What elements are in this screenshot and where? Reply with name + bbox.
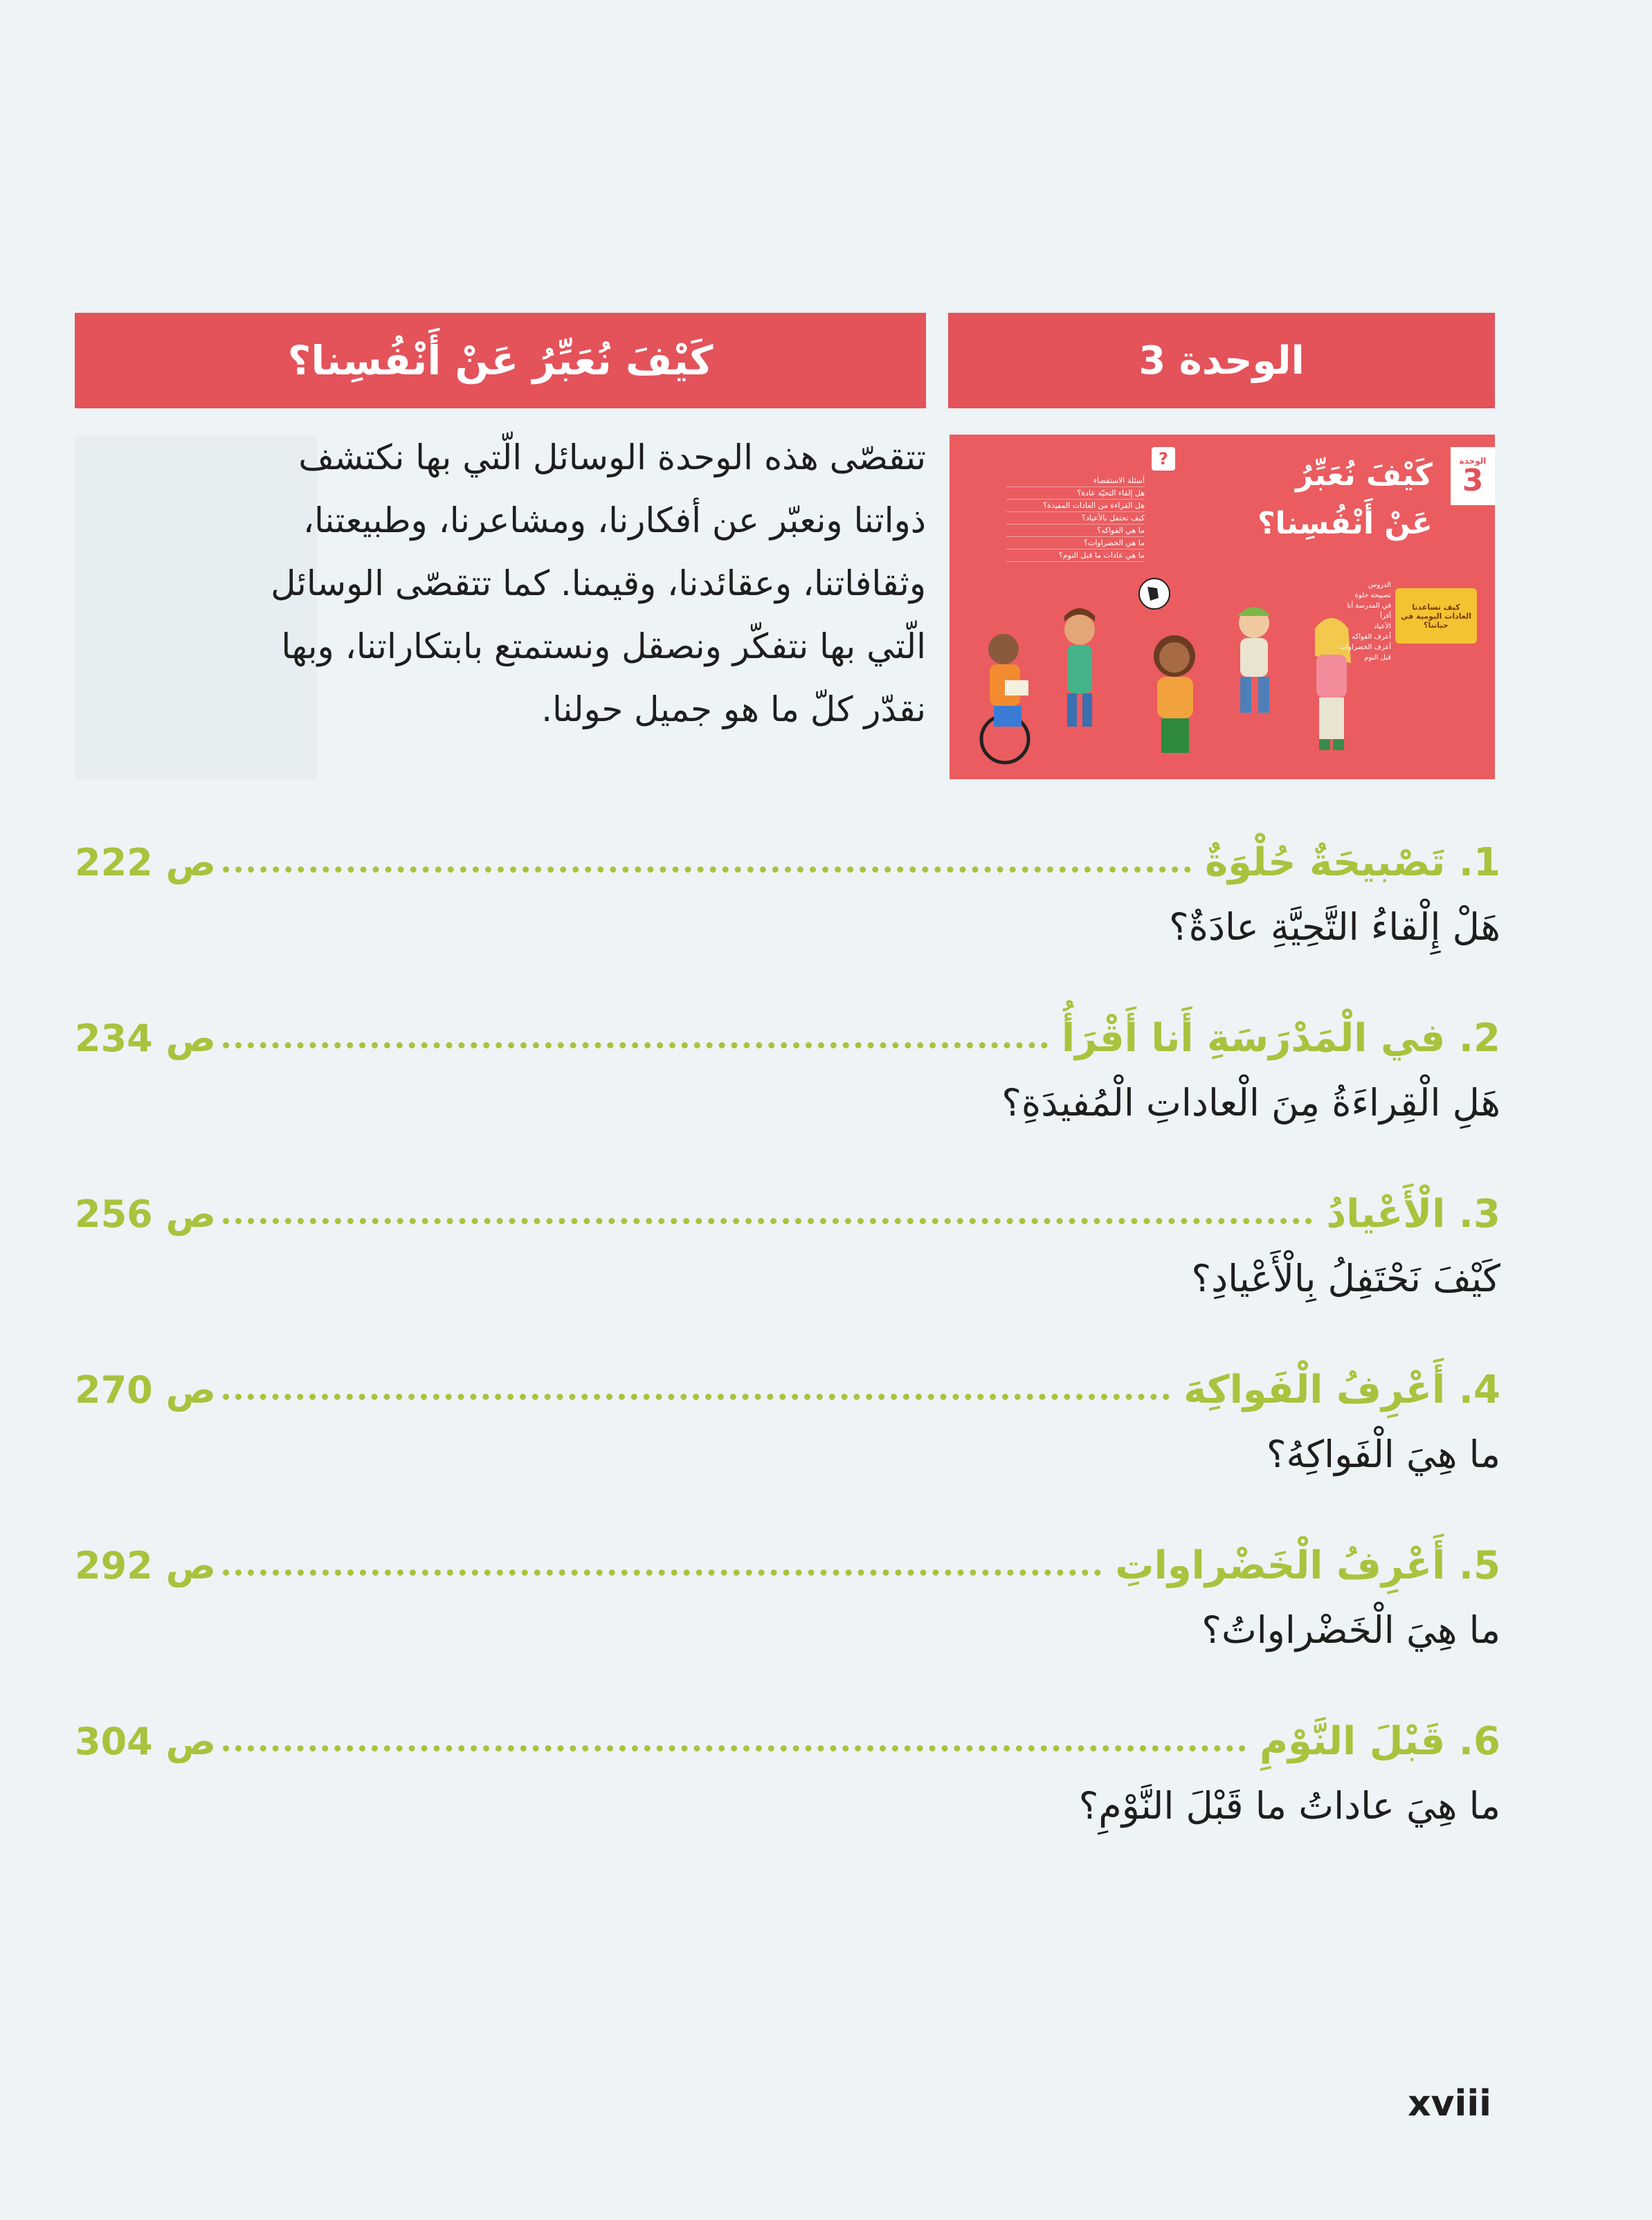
cover-list-item: ما هي الفواكه؟: [1006, 525, 1145, 537]
intro-line: نقدّر كلّ ما هو جميل حولنا.: [541, 689, 926, 729]
entry-title-row: [75, 1707, 1500, 1776]
cover-side-item: في المدرسة أنا أقرأ: [1347, 602, 1391, 620]
entry-title-row: [75, 1355, 1500, 1424]
intro-line: ذواتنا ونعبّر عن أفكارنا، ومشاعرنا، وطبيعتنا،: [302, 500, 926, 540]
entry-title: 2. في الْمَدْرَسَةِ أَنا أَقْرَأُ: [1061, 1015, 1500, 1061]
cover-side-item: الأعياد: [1374, 623, 1391, 630]
entry-title-row: [75, 828, 1500, 897]
entry-title: 5. أَعْرِفُ الْخَضْراواتِ: [1115, 1543, 1500, 1588]
dot-leader: [223, 1042, 1048, 1048]
unit-number-box: [1451, 447, 1495, 505]
entry-page-ref: ص 234: [75, 1016, 217, 1060]
dot-leader: [223, 1570, 1101, 1576]
question-badge-icon: ?: [1152, 447, 1175, 471]
entry-question: ما هِيَ عاداتُ ما قَبْلَ النَّوْمِ؟: [1078, 1784, 1500, 1828]
intro-line: وثقافاتنا، وعقائدنا، وقيمنا. كما تتقصّى الوسائل: [271, 563, 926, 603]
dot-leader: [223, 866, 1191, 873]
cover-side-item: أعرف الخضراوات: [1339, 644, 1391, 651]
cover-title-line: كَيْفَ نُعَبِّرُ: [1296, 457, 1433, 493]
contents-entry[interactable]: [75, 1707, 1500, 1828]
cover-title: [1258, 451, 1433, 548]
unit-number: 3: [1462, 463, 1484, 498]
cover-inquiry-list: [1006, 475, 1145, 562]
dot-leader: [223, 1745, 1246, 1752]
entry-title: 1. تَصْبيحَةٌ حُلْوَةٌ: [1205, 839, 1500, 885]
intro-line: الّتي بها نتفكّر ونصقل ونستمتع بابتكاراتنا، وبها: [281, 626, 926, 666]
cover-list-item: كيف نحتفل بالأعياد؟: [1006, 512, 1145, 525]
entry-page-ref: ص 256: [75, 1192, 217, 1236]
entry-question: ما هِيَ الْفَواكِهُ؟: [1266, 1432, 1500, 1476]
cover-list-item: هل إلقاء التحيّة عادة؟: [1006, 487, 1145, 500]
cover-side-heading: الدروس: [1368, 581, 1391, 589]
dot-leader: [223, 1394, 1170, 1400]
cover-side-item: أعرف الفواكه: [1352, 633, 1391, 641]
unit-label: الوحدة 3: [1138, 338, 1305, 383]
contents-entry[interactable]: [75, 1003, 1500, 1125]
cover-side-item: تصبيحة حلوة: [1354, 592, 1391, 599]
entry-page-ref: ص 304: [75, 1719, 217, 1763]
entry-title: 6. قَبْلَ النَّوْمِ: [1260, 1718, 1500, 1764]
contents-entry[interactable]: [75, 1531, 1500, 1652]
entry-title-row: [75, 1179, 1500, 1248]
unit-label-bar: [948, 313, 1495, 408]
contents-entry[interactable]: [75, 1355, 1500, 1476]
unit-question: كَيْفَ نُعَبِّرُ عَنْ أَنْفُسِنا؟: [287, 337, 714, 384]
page-number: xviii: [1408, 2083, 1491, 2125]
entry-title: 3. الْأَعْيادُ: [1326, 1191, 1500, 1237]
contents-entry[interactable]: [75, 828, 1500, 949]
unit-small-label: الوحدة: [1459, 456, 1487, 466]
dot-leader: [223, 1218, 1312, 1224]
cover-title-line: عَنْ أَنْفُسِنا؟: [1257, 506, 1433, 541]
entry-question: هَلِ الْقِراءَةُ مِنَ الْعاداتِ الْمُفيدَةِ؟: [1001, 1081, 1500, 1125]
cover-side-item: قبل النوم: [1364, 654, 1391, 662]
entry-question: هَلْ إِلْقاءُ التَّحِيَّةِ عادَةٌ؟: [1168, 905, 1500, 949]
entry-title-row: [75, 1531, 1500, 1600]
central-idea-box: كيف تساعدنا العادات اليومية في حياتنا؟: [1395, 588, 1477, 644]
cover-list-heading: أسئلة الاستقصاء: [1006, 475, 1145, 487]
entry-page-ref: ص 292: [75, 1543, 217, 1587]
cover-list-item: ما هي الخضراوات؟: [1006, 537, 1145, 549]
unit-question-bar: [75, 313, 926, 408]
intro-line: تتقصّى هذه الوحدة الوسائل الّتي بها نكتشف: [298, 437, 926, 477]
entry-page-ref: ص 222: [75, 840, 217, 884]
cover-lessons-list: [1336, 580, 1391, 663]
entry-page-ref: ص 270: [75, 1367, 217, 1412]
cover-list-item: ما هي عادات ما قبل النوم؟: [1006, 549, 1145, 562]
entry-title: 4. أَعْرِفُ الْفَواكِهَ: [1183, 1367, 1500, 1412]
unit-cover-thumbnail: [950, 435, 1495, 779]
entry-question: ما هِيَ الْخَضْراواتُ؟: [1201, 1608, 1500, 1652]
entry-title-row: [75, 1003, 1500, 1073]
entry-question: كَيْفَ نَحْتَفِلُ بِالْأَعْيادِ؟: [1191, 1257, 1500, 1300]
unit-introduction: [159, 426, 926, 741]
cover-list-item: هل القراءة من العادات المفيدة؟: [1006, 500, 1145, 512]
contents-entry[interactable]: [75, 1179, 1500, 1300]
